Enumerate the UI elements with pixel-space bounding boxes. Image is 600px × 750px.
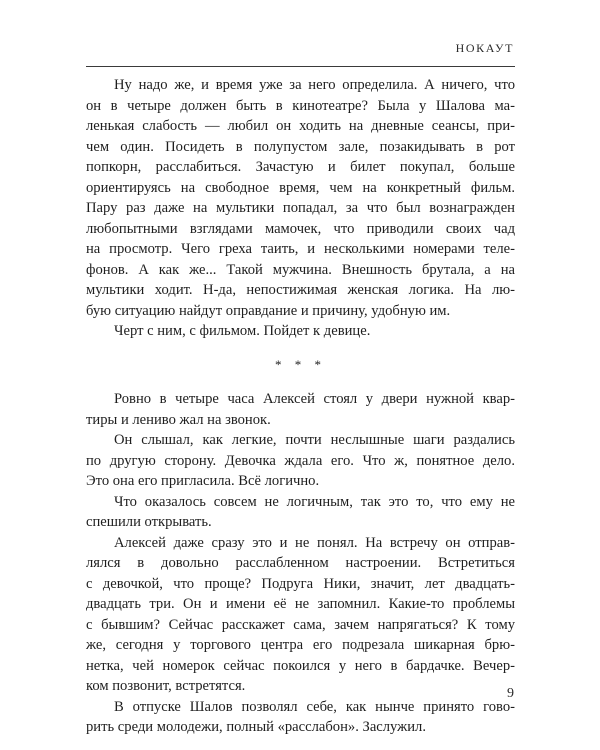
text-line: Алексей даже сразу это и не понял. На встречу он отправ-: [114, 534, 515, 551]
text-line: ориентируясь на свободное время, чем на конкретный фильм.: [86, 179, 515, 196]
text-line: Пару раз даже на мультики попадал, за что был вознагражден: [86, 200, 515, 216]
paragraph: [86, 389, 515, 430]
text-line: бую ситуацию найдут оправдание и причину, удобную им.: [86, 302, 451, 319]
text-line: на просмотр. Чего греха таить, и несколькими номерами теле-: [86, 241, 515, 257]
text-line: фонов. А как же... Такой мужчина. Внешность брутала, а на: [86, 261, 515, 278]
text-line: Это она его пригласила. Всё логично.: [86, 473, 320, 489]
paragraph: [86, 321, 515, 342]
section-separator: * * *: [275, 356, 326, 372]
text-line: лялся в довольно расслабленном настроении. Встретиться: [86, 555, 515, 571]
text-line: ком позвонит, встретятся.: [86, 678, 246, 694]
text-line: Ровно в четыре часа Алексей стоял у двери нужной квар-: [114, 391, 515, 407]
text-line: ленькая слабость — любил он ходить на дневные сеансы, при-: [86, 118, 515, 134]
text-line: рить среди молодежи, полный «расслабон». Заслужил.: [86, 719, 426, 735]
text-line: В отпуске Шалов позволял себе, как нынче принято гово-: [114, 698, 515, 715]
paragraph: [86, 697, 515, 738]
text-line: чем один. Посидеть в полупустом зале, позакидывать в рот: [86, 138, 515, 155]
paragraph: [86, 75, 515, 321]
paragraph: [86, 492, 515, 533]
text-line: Ну надо же, и время уже за него определила. А ничего, что: [114, 77, 515, 93]
text-line: Он слышал, как легкие, почти неслышные шаги раздались: [114, 432, 515, 448]
header-rule: [86, 66, 515, 67]
text-line: нетка, чей номерок сейчас покоился у него в бардачке. Вечер-: [86, 657, 515, 674]
text-line: с девочкой, что проще? Подруга Ники, значит, лет двадцать-: [86, 575, 515, 592]
text-line: попкорн, расслабиться. Зачастую и билет покупал, больше: [86, 159, 515, 175]
body-text: [86, 75, 515, 738]
text-line: мультики ходит. Н-да, непостижимая женская логика. На лю-: [86, 282, 515, 298]
text-line: Что оказалось совсем не логичным, так это то, что ему не: [114, 493, 515, 510]
text-line: он в четыре должен быть в кинотеатре? Была у Шалова ма-: [86, 97, 515, 114]
page-number: 9: [507, 686, 514, 701]
paragraph: [86, 533, 515, 697]
text-line: по другую сторону. Девочка ждала его. Что ж, понятное дело.: [86, 452, 515, 469]
running-head-title: НОКАУТ: [455, 41, 514, 55]
text-line: любопытными взглядами мамочек, что приводили своих чад: [86, 220, 515, 237]
text-line: с бывшим? Сейчас расскажет сама, зачем напрягаться? К тому: [86, 616, 515, 633]
text-line: Черт с ним, с фильмом. Пойдет к девице.: [114, 323, 371, 339]
text-line: спешили открывать.: [86, 514, 212, 530]
paragraph: [86, 430, 515, 492]
text-line: двадцать три. Он и имени её не запомнил. Какие-то проблемы: [86, 596, 515, 612]
text-line: же, сегодня у торгового центра его подрезала шикарная брю-: [86, 637, 515, 653]
text-line: тиры и лениво жал на звонок.: [86, 411, 271, 428]
